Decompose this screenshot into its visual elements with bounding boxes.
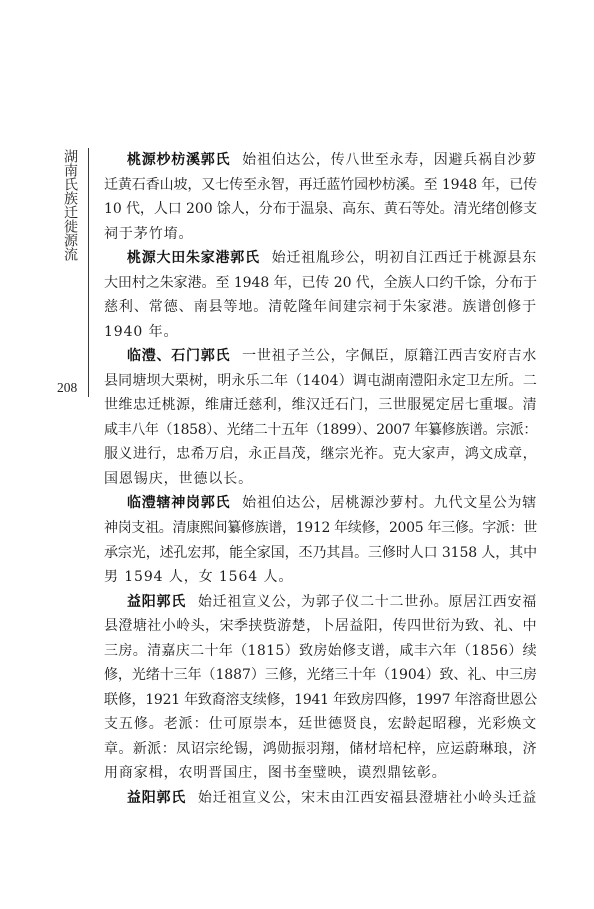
entry-heading: 临澧辖神岗郭氏	[127, 495, 231, 512]
entry-text: 一世祖子兰公，字佩臣，原籍江西吉安府吉水	[242, 348, 538, 365]
text-line: 大田村之朱家港。至 1948 年，已传 20 代，全族人口约千馀，分布于	[104, 274, 537, 291]
entry-text: 始祖伯达公，传八世至永寿，因避兵祸自沙萝	[242, 152, 538, 168]
text-line: 男 1594 人，女 1564 人。	[104, 569, 294, 586]
text-line: 承宗光，述孔宏邦，能全家国，丕乃其昌。三修时人口 3158 人，其中	[104, 544, 537, 561]
clan-entry	[104, 786, 537, 811]
running-title: 湖南氏族迁徙源流	[62, 149, 78, 261]
entry-heading: 益阳郭氏	[127, 593, 186, 610]
text-line	[104, 148, 537, 173]
entry-text: 始迁祖宣义公，为郭子仪二十二世孙。原居江西安福	[197, 593, 538, 610]
text-line: 县同塘坝大栗树，明永乐二年（1404）调屯湖南澧阳永定卫左所。二	[104, 372, 537, 389]
text-line: 祠于茅竹堉。	[104, 225, 194, 242]
text-line: 慈利、常德、南县等地。清乾隆年间建宗祠于朱家港。族谱创修于	[104, 299, 537, 316]
text-line	[104, 344, 537, 369]
entry-text: 始迁祖宣义公，宋末由江西安福县澄塘社小岭头迁益	[197, 789, 538, 806]
text-line: 1940 年。	[104, 323, 179, 340]
text-line: 联修，1921 年致裔溶支续修，1941 年致房四修，1997 年溶裔世恩公	[104, 691, 537, 708]
text-line: 咸丰八年（1858）、光绪二十五年（1899）、2007 年纂修族谱。宗派：	[104, 421, 537, 438]
text-line: 神岗支祖。清康熙间纂修族谱，1912 年续修，2005 年三修。字派：世	[104, 519, 537, 536]
text-line	[104, 246, 537, 271]
text-line: 世维忠迁桃源，维庸迁慈利，维汉迁石门，三世服冕定居七重堰。清	[104, 397, 537, 414]
clan-entry	[104, 590, 537, 786]
clan-entry	[104, 491, 537, 589]
body-text	[104, 148, 537, 810]
entry-text: 始祖伯达公，居桃源沙萝村。九代文星公为辖	[242, 495, 538, 512]
text-line: 10 代，人口 200 馀人，分布于温泉、高东、黄石等处。清光绪创修支	[104, 201, 537, 218]
text-line: 修，光绪十三年（1887）三修，光绪三十年（1904）致、礼、中三房	[104, 667, 537, 684]
entry-heading: 临澧、石门郭氏	[127, 348, 231, 365]
entry-heading: 桃源杪枋溪郭氏	[127, 152, 231, 168]
text-line: 支五修。老派：仕可原崇本，廷世德贤良，宏龄起昭穆，光彩焕文	[104, 716, 537, 733]
text-line: 服义进行，忠希万启，永正昌茂，继宗光祚。克大家声，鸿文成章，	[104, 446, 537, 463]
text-line: 章。新派：凤诏宗纶锡，鸿勋振羽翔，储材培杞梓，应运蔚琳琅，济	[104, 740, 537, 757]
entry-text: 始迁祖胤珍公，明初自江西迁于桃源县东	[271, 250, 537, 267]
text-line	[104, 491, 537, 516]
text-line: 县澄塘社小岭头，宋季挟赀游楚，卜居益阳，传四世衍为致、礼、中	[104, 618, 537, 635]
text-line: 迁黄石香山坡，又七传至永智，再迁蓝竹园杪枋溪。至 1948 年，已传	[104, 176, 537, 193]
text-line	[104, 786, 537, 811]
page-number: 208	[57, 380, 78, 395]
text-line: 三房。清嘉庆二十年（1815）致房始修支谱，咸丰六年（1856）续	[104, 642, 537, 659]
clan-entry	[104, 344, 537, 491]
text-line: 用商家楫，农明晋国庄，图书奎璧映，谟烈鼎铉彰。	[104, 765, 447, 782]
margin-rule	[88, 148, 89, 397]
text-line	[104, 590, 537, 615]
entry-heading: 益阳郭氏	[127, 789, 186, 806]
clan-entry	[104, 246, 537, 344]
entry-heading: 桃源大田朱家港郭氏	[127, 250, 260, 267]
text-line: 国恩锡庆，世德以长。	[104, 470, 253, 487]
clan-entry	[104, 148, 537, 246]
